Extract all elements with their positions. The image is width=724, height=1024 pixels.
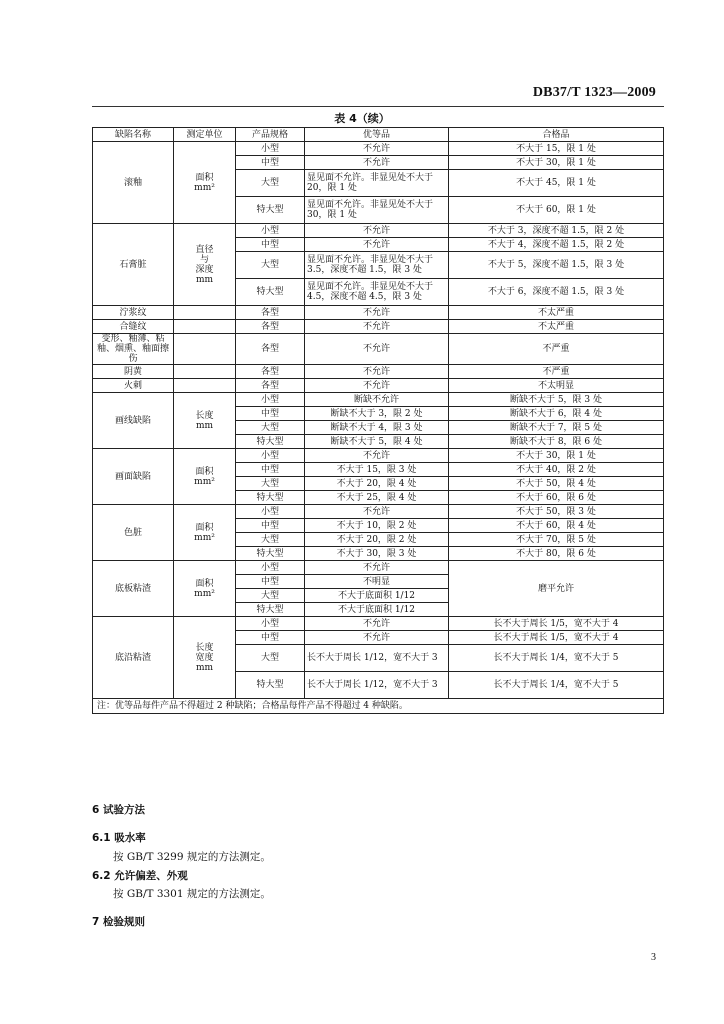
size-cell: 特大型: [236, 547, 305, 561]
premium-cell: 长不大于周长 1/12，宽不大于 3: [305, 645, 449, 672]
qualified-cell: 不大于 60，限 4 处: [449, 519, 664, 533]
size-cell: 大型: [236, 589, 305, 603]
premium-cell: 断缺不允许: [305, 393, 449, 407]
table-row: [93, 224, 664, 238]
size-cell: 小型: [236, 505, 305, 519]
premium-cell: 不允许: [305, 156, 449, 170]
size-cell: 各型: [236, 334, 305, 365]
unit-cell: [174, 306, 236, 320]
qualified-cell: 不大于 5，深度不超 1.5，限 3 处: [449, 252, 664, 279]
qualified-cell: 不大于 50，限 3 处: [449, 505, 664, 519]
qualified-cell: 不大于 4，深度不超 1.5，限 2 处: [449, 238, 664, 252]
premium-cell: 不大于 30，限 3 处: [305, 547, 449, 561]
premium-cell: 不允许: [305, 320, 449, 334]
section-6-1-text: 按 GB/T 3299 规定的方法测定。: [113, 851, 271, 863]
premium-cell: 不允许: [305, 334, 449, 365]
qualified-cell: 不大于 15，限 1 处: [449, 142, 664, 156]
size-cell: 各型: [236, 379, 305, 393]
premium-cell: 不明显: [305, 575, 449, 589]
size-cell: 特大型: [236, 197, 305, 224]
size-cell: 中型: [236, 463, 305, 477]
unit-cell: 长度 mm: [174, 393, 236, 449]
qualified-cell: 不严重: [449, 365, 664, 379]
qualified-cell: 磨平允许: [449, 561, 664, 617]
section-6-2-text: 按 GB/T 3301 规定的方法测定。: [113, 888, 271, 900]
size-cell: 特大型: [236, 279, 305, 306]
defect-name-cell: 阴黄: [93, 365, 174, 379]
table-header-row: [93, 128, 664, 142]
defect-name-cell: 底板粘渣: [93, 561, 174, 617]
unit-cell: [174, 320, 236, 334]
unit-cell: 面积 mm²: [174, 449, 236, 505]
size-cell: 大型: [236, 170, 305, 197]
premium-cell: 不大于底面积 1/12: [305, 603, 449, 617]
premium-cell: 显见面不允许。非显见处不大于 3.5，深度不超 1.5，限 3 处: [305, 252, 449, 279]
qualified-cell: 不大于 30，限 1 处: [449, 156, 664, 170]
table-row: [93, 142, 664, 156]
size-cell: 小型: [236, 617, 305, 631]
size-cell: 大型: [236, 252, 305, 279]
table-row: [93, 617, 664, 631]
premium-cell: 不允许: [305, 631, 449, 645]
size-cell: 小型: [236, 393, 305, 407]
table-row: [93, 561, 664, 575]
qualified-cell: 长不大于周长 1/4，宽不大于 5: [449, 672, 664, 699]
col-header: 测定单位: [174, 128, 236, 142]
qualified-cell: 断缺不大于 7，限 5 处: [449, 421, 664, 435]
qualified-cell: 不大于 80，限 6 处: [449, 547, 664, 561]
defect-name-cell: 石膏脏: [93, 224, 174, 306]
size-cell: 特大型: [236, 672, 305, 699]
premium-cell: 不大于 15，限 3 处: [305, 463, 449, 477]
qualified-cell: 长不大于周长 1/4，宽不大于 5: [449, 645, 664, 672]
premium-cell: 断缺不大于 3，限 2 处: [305, 407, 449, 421]
table-note: 注：优等品每件产品不得超过 2 种缺陷；合格品每件产品不得超过 4 种缺陷。: [93, 699, 664, 714]
size-cell: 大型: [236, 645, 305, 672]
qualified-cell: 不大于 60，限 1 处: [449, 197, 664, 224]
premium-cell: 不允许: [305, 505, 449, 519]
qualified-cell: 不大于 30，限 1 处: [449, 449, 664, 463]
size-cell: 各型: [236, 320, 305, 334]
table-body: [93, 142, 664, 699]
size-cell: 中型: [236, 238, 305, 252]
premium-cell: 不大于底面积 1/12: [305, 589, 449, 603]
premium-cell: 长不大于周长 1/12，宽不大于 3: [305, 672, 449, 699]
size-cell: 中型: [236, 575, 305, 589]
premium-cell: 不允许: [305, 306, 449, 320]
defect-name-cell: 变形、釉薄、粘釉、烟熏、釉面擦伤: [93, 334, 174, 365]
col-header: 优等品: [305, 128, 449, 142]
qualified-cell: 不太严重: [449, 306, 664, 320]
defect-name-cell: 画面缺陷: [93, 449, 174, 505]
qualified-cell: 不大于 60，限 6 处: [449, 491, 664, 505]
premium-cell: 断缺不大于 4，限 3 处: [305, 421, 449, 435]
standard-number: DB37/T 1323—2009: [532, 85, 656, 100]
premium-cell: 不允许: [305, 142, 449, 156]
premium-cell: 不大于 10，限 2 处: [305, 519, 449, 533]
premium-cell: 不允许: [305, 379, 449, 393]
qualified-cell: 不严重: [449, 334, 664, 365]
table-row: [93, 393, 664, 407]
size-cell: 特大型: [236, 603, 305, 617]
qualified-cell: 不大于 45，限 1 处: [449, 170, 664, 197]
premium-cell: 不允许: [305, 224, 449, 238]
unit-cell: 直径 与 深度 mm: [174, 224, 236, 306]
size-cell: 中型: [236, 631, 305, 645]
size-cell: 大型: [236, 421, 305, 435]
section-6-1-title: 6.1 吸水率: [92, 832, 146, 844]
table-row: [93, 306, 664, 320]
premium-cell: 不允许: [305, 561, 449, 575]
qualified-cell: 不大于 40，限 2 处: [449, 463, 664, 477]
size-cell: 小型: [236, 224, 305, 238]
premium-cell: 不允许: [305, 617, 449, 631]
unit-cell: [174, 334, 236, 365]
size-cell: 小型: [236, 142, 305, 156]
unit-cell: 面积 mm²: [174, 505, 236, 561]
qualified-cell: 断缺不大于 8，限 6 处: [449, 435, 664, 449]
premium-cell: 显见面不允许。非显见处不大于 20，限 1 处: [305, 170, 449, 197]
page-number: 3: [651, 952, 656, 963]
defect-name-cell: 色脏: [93, 505, 174, 561]
table-title: 表 4（续）: [334, 112, 390, 125]
size-cell: 小型: [236, 561, 305, 575]
size-cell: 大型: [236, 533, 305, 547]
premium-cell: 显见面不允许。非显见处不大于 30，限 1 处: [305, 197, 449, 224]
size-cell: 各型: [236, 365, 305, 379]
premium-cell: 不大于 20，限 2 处: [305, 533, 449, 547]
table-note-row: [93, 699, 664, 714]
qualified-cell: 不太严重: [449, 320, 664, 334]
size-cell: 中型: [236, 407, 305, 421]
premium-cell: 断缺不大于 5，限 4 处: [305, 435, 449, 449]
premium-cell: 不大于 25，限 4 处: [305, 491, 449, 505]
col-header: 缺陷名称: [93, 128, 174, 142]
size-cell: 特大型: [236, 491, 305, 505]
size-cell: 各型: [236, 306, 305, 320]
unit-cell: 长度 宽度 mm: [174, 617, 236, 699]
qualified-cell: 不大于 70，限 5 处: [449, 533, 664, 547]
unit-cell: 面积 mm²: [174, 142, 236, 224]
size-cell: 大型: [236, 477, 305, 491]
table-row: [93, 449, 664, 463]
unit-cell: [174, 379, 236, 393]
table-row: [93, 505, 664, 519]
table-row: [93, 379, 664, 393]
col-header: 合格品: [449, 128, 664, 142]
col-header: 产品规格: [236, 128, 305, 142]
size-cell: 特大型: [236, 435, 305, 449]
defect-name-cell: 底沿粘渣: [93, 617, 174, 699]
size-cell: 中型: [236, 156, 305, 170]
defect-name-cell: 合缝纹: [93, 320, 174, 334]
defect-name-cell: 泞浆纹: [93, 306, 174, 320]
table-row: [93, 365, 664, 379]
qualified-cell: 断缺不大于 5，限 3 处: [449, 393, 664, 407]
qualified-cell: 不大于 50，限 4 处: [449, 477, 664, 491]
premium-cell: 不允许: [305, 365, 449, 379]
size-cell: 小型: [236, 449, 305, 463]
section-6-2-title: 6.2 允许偏差、外观: [92, 870, 188, 882]
premium-cell: 不允许: [305, 449, 449, 463]
qualified-cell: 不大于 3，深度不超 1.5，限 2 处: [449, 224, 664, 238]
defect-name-cell: 火刺: [93, 379, 174, 393]
defect-name-cell: 滚釉: [93, 142, 174, 224]
qualified-cell: 断缺不大于 6，限 4 处: [449, 407, 664, 421]
table-row: [93, 320, 664, 334]
qualified-cell: 长不大于周长 1/5，宽不大于 4: [449, 631, 664, 645]
defect-name-cell: 画线缺陷: [93, 393, 174, 449]
defects-table: [92, 127, 664, 714]
unit-cell: [174, 365, 236, 379]
premium-cell: 不大于 20，限 4 处: [305, 477, 449, 491]
qualified-cell: 不太明显: [449, 379, 664, 393]
unit-cell: 面积 mm²: [174, 561, 236, 617]
qualified-cell: 不大于 6，深度不超 1.5，限 3 处: [449, 279, 664, 306]
table-row: [93, 334, 664, 365]
qualified-cell: 长不大于周长 1/5，宽不大于 4: [449, 617, 664, 631]
header-rule: [92, 106, 664, 107]
premium-cell: 不允许: [305, 238, 449, 252]
size-cell: 中型: [236, 519, 305, 533]
section-7-title: 7 检验规则: [92, 916, 145, 928]
premium-cell: 显见面不允许。非显见处不大于 4.5，深度不超 4.5，限 3 处: [305, 279, 449, 306]
section-6-title: 6 试验方法: [92, 804, 145, 816]
